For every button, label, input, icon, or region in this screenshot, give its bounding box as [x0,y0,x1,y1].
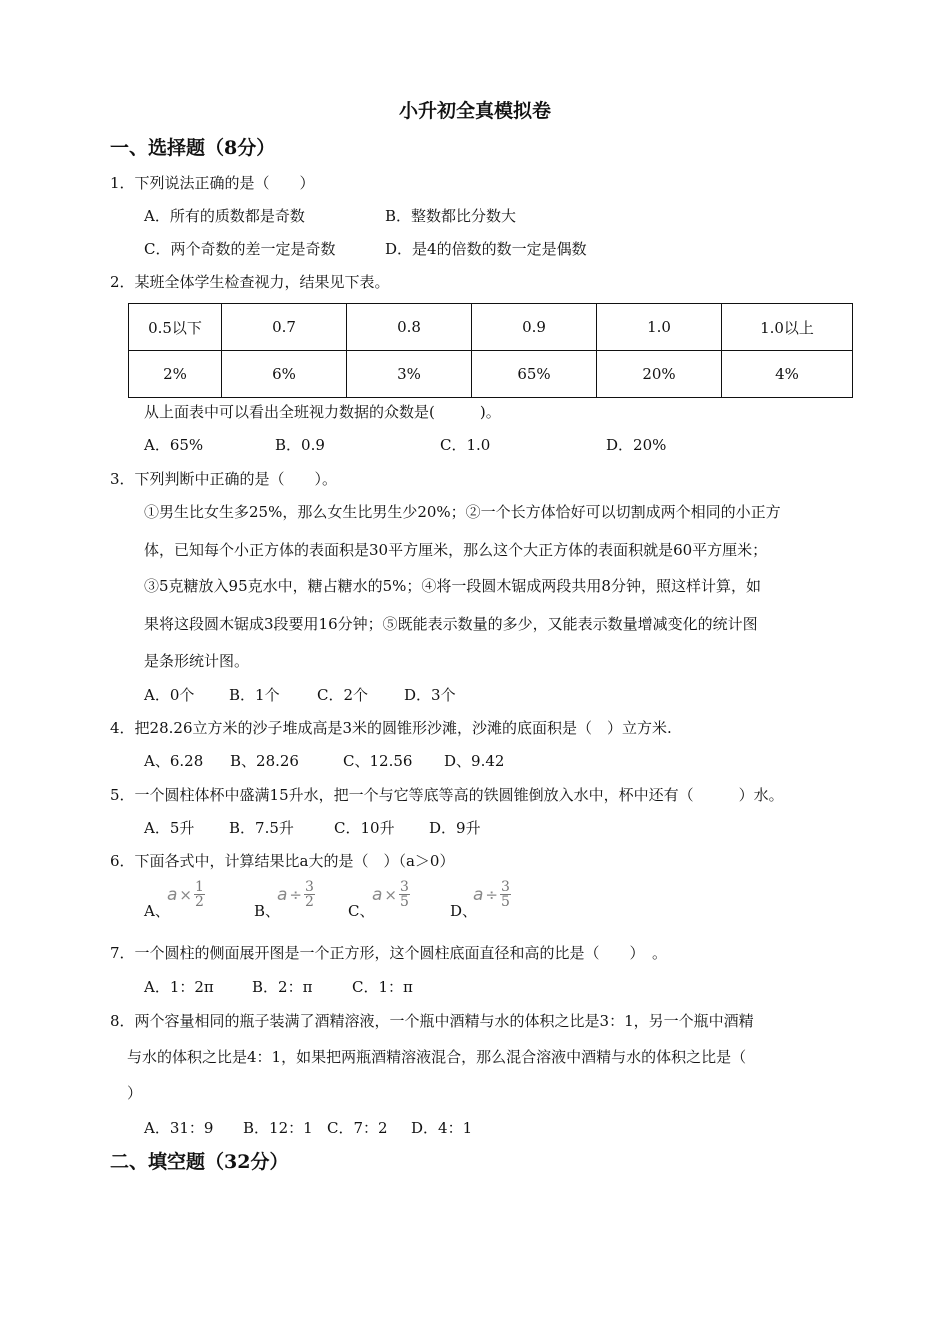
question-6-expression-d [473,880,511,909]
table-cell: 20% [597,351,722,398]
question-6-option-b: B、 [254,902,281,920]
fraction-denominator: 5 [501,894,510,910]
math-variable: a [372,884,383,905]
question-2-option-d: D．20% [606,436,667,454]
math-variable: a [277,884,288,905]
question-6-expression-c [372,880,410,909]
fraction-denominator: 2 [305,894,314,910]
question-3-line-1: ①男生比女生多25%，那么女生比男生少20%；②一个长方体恰好可以切割成两个相同的小正方 [144,503,781,521]
fraction-numerator: 3 [305,879,314,895]
question-2-option-a: A．65% [144,436,204,454]
question-4-option-a: A、6.28 [144,752,204,770]
question-1-option-b: B．整数都比分数大 [385,207,517,225]
question-3-line-5: 是条形统计图。 [144,652,250,670]
question-2-stem: 2．某班全体学生检查视力，结果见下表。 [110,273,390,291]
fraction [194,880,205,909]
fraction-numerator: 1 [195,879,204,895]
question-8-option-d: D．4：1 [411,1119,473,1137]
question-8-line-3: ） [127,1084,143,1102]
question-6-expression-b [277,880,315,909]
question-3-line-4: 果将这段圆木锯成3段要用16分钟；⑤既能表示数量的多少，又能表示数量增减变化的统计图 [144,615,758,633]
question-8-option-a: A．31：9 [144,1119,214,1137]
question-3-stem: 3．下列判断中正确的是（ ）。 [110,470,338,488]
table-cell: 0.8 [347,304,472,351]
question-3-option-a: A．0个 [144,686,195,704]
times-sign: × [384,885,397,904]
question-1-stem: 1．下列说法正确的是（ ） [110,174,315,192]
table-header-row [129,304,853,351]
fraction-numerator: 3 [400,879,409,895]
section-heading-fill-in: 二、填空题（32分） [110,1151,289,1173]
fraction-denominator: 2 [195,894,204,910]
table-cell: 2% [129,351,222,398]
question-6-stem: 6．下面各式中，计算结果比a大的是（ ）（a＞0） [110,852,455,870]
question-3-option-d: D．3个 [404,686,456,704]
question-6-option-a: A、 [144,902,170,920]
question-5-option-d: D．9升 [429,819,481,837]
fraction [500,880,511,909]
question-2-question: 从上面表中可以看出全班视力数据的众数是( )。 [144,403,501,421]
section-heading-choice: 一、选择题（8分） [110,137,276,159]
question-3-option-b: B．1个 [229,686,280,704]
fraction [304,880,315,909]
vision-table [128,303,853,398]
table-cell: 0.5以下 [129,304,222,351]
question-4-option-b: B、28.26 [230,752,299,770]
table-row [129,351,853,398]
table-cell: 6% [222,351,347,398]
question-4-option-c: C、12.56 [343,752,413,770]
question-5-stem: 5．一个圆柱体杯中盛满15升水，把一个与它等底等高的铁圆锥倒放入水中，杯中还有（ ）水。 [110,786,784,804]
question-6-option-c: C、 [348,902,375,920]
times-sign: × [179,885,192,904]
table-cell: 0.9 [472,304,597,351]
question-8-line-1: 8．两个容量相同的瓶子装满了酒精溶液，一个瓶中酒精与水的体积之比是3：1，另一个瓶中酒精 [110,1012,754,1030]
question-2-option-c: C．1.0 [440,436,491,454]
page-title: 小升初全真模拟卷 [398,100,551,122]
table-cell: 1.0以上 [722,304,853,351]
question-1-option-c: C．两个奇数的差一定是奇数 [144,240,336,258]
question-7-option-c: C．1：π [352,978,413,996]
question-1-option-a: A．所有的质数都是奇数 [144,207,305,225]
fraction [399,880,410,909]
question-7-option-a: A．1：2π [144,978,214,996]
table-cell: 1.0 [597,304,722,351]
fraction-denominator: 5 [400,894,409,910]
question-6-option-d: D、 [450,902,478,920]
table-cell: 0.7 [222,304,347,351]
divide-sign: ÷ [485,885,498,904]
question-3-line-2: 体，已知每个小正方体的表面积是30平方厘米，那么这个大正方体的表面积就是60平方厘米； [144,541,768,559]
question-5-option-a: A．5升 [144,819,195,837]
table-cell: 3% [347,351,472,398]
question-8-option-c: C．7：2 [327,1119,388,1137]
divide-sign: ÷ [289,885,302,904]
question-7-option-b: B．2：π [252,978,313,996]
fraction-numerator: 3 [501,879,510,895]
question-6-expression-a [167,880,205,909]
question-3-line-3: ③5克糖放入95克水中，糖占糖水的5%；④将一段圆木锯成两段共用8分钟，照这样计算，如 [144,577,761,595]
question-5-option-b: B．7.5升 [229,819,294,837]
math-variable: a [473,884,484,905]
question-4-stem: 4．把28.26立方米的沙子堆成高是3米的圆锥形沙滩，沙滩的底面积是（ ）立方米. [110,719,672,737]
question-4-option-d: D、9.42 [444,752,505,770]
question-3-option-c: C．2个 [317,686,369,704]
question-8-option-b: B．12：1 [243,1119,313,1137]
table-cell: 65% [472,351,597,398]
question-5-option-c: C．10升 [334,819,395,837]
question-8-line-2: 与水的体积之比是4：1，如果把两瓶酒精溶液混合，那么混合溶液中酒精与水的体积之比是（ [127,1048,747,1066]
table-cell: 4% [722,351,853,398]
question-2-option-b: B．0.9 [275,436,325,454]
question-1-option-d: D．是4的倍数的数一定是偶数 [385,240,587,258]
math-variable: a [167,884,178,905]
question-7-stem: 7．一个圆柱的侧面展开图是一个正方形，这个圆柱底面直径和高的比是（ ） 。 [110,944,668,962]
